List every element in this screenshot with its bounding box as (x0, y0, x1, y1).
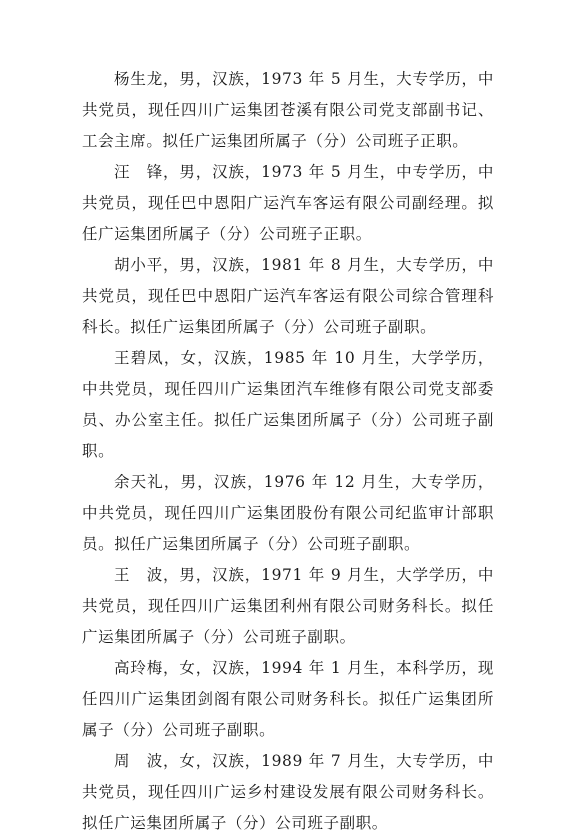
candidate-paragraph-6: 王 波，男，汉族，1971 年 9 月生，大学学历，中共党员，现任四川广运集团利州有限公司财务科长。拟任广运集团所属子（分）公司班子副职。 (82, 566, 494, 646)
document-body (82, 64, 494, 839)
candidate-paragraph-1: 杨生龙，男，汉族，1973 年 5 月生，大专学历，中共党员，现任四川广运集团苍溪有限公司党支部副书记、工会主席。拟任广运集团所属子（分）公司班子正职。 (82, 70, 494, 150)
candidate-paragraph-2: 汪 锋，男，汉族，1973 年 5 月生，中专学历，中共党员，现任巴中恩阳广运汽车客运有限公司副经理。拟任广运集团所属子（分）公司班子正职。 (82, 163, 494, 243)
candidate-paragraph-7: 高玲梅，女，汉族，1994 年 1 月生，本科学历，现任四川广运集团剑阁有限公司财务科长。拟任广运集团所属子（分）公司班子副职。 (82, 659, 494, 739)
candidate-paragraph-3: 胡小平，男，汉族，1981 年 8 月生，大专学历，中共党员，现任巴中恩阳广运汽车客运有限公司综合管理科科长。拟任广运集团所属子（分）公司班子副职。 (82, 256, 494, 336)
candidate-paragraph-8: 周 波，女，汉族，1989 年 7 月生，大专学历，中共党员，现任四川广运乡村建设发展有限公司财务科长。拟任广运集团所属子（分）公司班子副职。 (82, 752, 494, 832)
candidate-paragraph-5: 余天礼，男，汉族，1976 年 12 月生，大专学历，中共党员，现任四川广运集团股份有限公司纪监审计部职员。拟任广运集团所属子（分）公司班子副职。 (82, 473, 494, 553)
candidate-paragraph-4: 王碧凤，女，汉族，1985 年 10 月生，大学学历，中共党员，现任四川广运集团汽车维修有限公司党支部委员、办公室主任。拟任广运集团所属子（分）公司班子副职。 (82, 349, 494, 460)
